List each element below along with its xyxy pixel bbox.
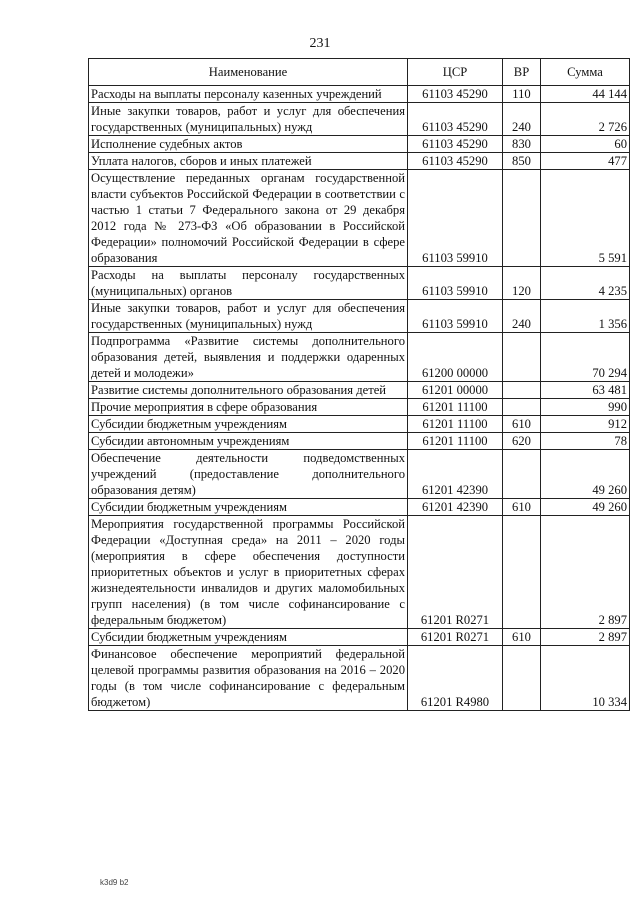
row-vr <box>503 333 541 382</box>
header-name: Наименование <box>89 59 408 86</box>
header-sum: Сумма <box>541 59 630 86</box>
footer-code: k3d9 b2 <box>100 878 129 887</box>
row-csr: 61201 R0271 <box>408 629 503 646</box>
row-name: Финансовое обеспечение мероприятий федеральной целевой программы развития образования на 2016 – 2020 годы (в том числе софинансирование с федеральным бюджетом) <box>89 646 408 711</box>
row-vr: 610 <box>503 629 541 646</box>
row-name: Субсидии бюджетным учреждениям <box>89 416 408 433</box>
row-vr: 120 <box>503 267 541 300</box>
row-vr: 850 <box>503 153 541 170</box>
row-name: Уплата налогов, сборов и иных платежей <box>89 153 408 170</box>
row-name: Субсидии автономным учреждениям <box>89 433 408 450</box>
row-vr: 620 <box>503 433 541 450</box>
row-sum: 70 294 <box>541 333 630 382</box>
row-vr: 240 <box>503 300 541 333</box>
row-name: Субсидии бюджетным учреждениям <box>89 499 408 516</box>
row-sum: 5 591 <box>541 170 630 267</box>
row-name: Субсидии бюджетным учреждениям <box>89 629 408 646</box>
row-vr <box>503 399 541 416</box>
row-name: Осуществление переданных органам государственной власти субъектов Российской Федерации в соответствии с частью 1 статьи 7 Федерального закона от 29 декабря 2012 года № 273-ФЗ «Об образовании в Российской Федерации» полномочий Российской Федерации в сфере образования <box>89 170 408 267</box>
row-sum: 990 <box>541 399 630 416</box>
row-sum: 10 334 <box>541 646 630 711</box>
row-name: Расходы на выплаты персоналу государственных (муниципальных) органов <box>89 267 408 300</box>
table-row <box>89 399 630 416</box>
row-csr: 61201 R0271 <box>408 516 503 629</box>
table-row <box>89 153 630 170</box>
row-csr: 61103 59910 <box>408 170 503 267</box>
table-row <box>89 170 630 267</box>
row-csr: 61201 42390 <box>408 499 503 516</box>
row-csr: 61200 00000 <box>408 333 503 382</box>
table-row <box>89 86 630 103</box>
row-vr <box>503 646 541 711</box>
row-name: Исполнение судебных актов <box>89 136 408 153</box>
row-name: Развитие системы дополнительного образования детей <box>89 382 408 399</box>
table-row <box>89 267 630 300</box>
row-sum: 2 897 <box>541 516 630 629</box>
row-csr: 61103 45290 <box>408 103 503 136</box>
row-csr: 61103 45290 <box>408 86 503 103</box>
row-sum: 49 260 <box>541 499 630 516</box>
row-sum: 4 235 <box>541 267 630 300</box>
row-vr <box>503 450 541 499</box>
row-name: Иные закупки товаров, работ и услуг для обеспечения государственных (муниципальных) нужд <box>89 103 408 136</box>
header-vr: ВР <box>503 59 541 86</box>
row-csr: 61201 R4980 <box>408 646 503 711</box>
row-vr: 610 <box>503 499 541 516</box>
row-sum: 912 <box>541 416 630 433</box>
row-vr <box>503 516 541 629</box>
row-name: Обеспечение деятельности подведомственных учреждений (предоставление дополнительного образования детям) <box>89 450 408 499</box>
table-row <box>89 300 630 333</box>
budget-table <box>88 58 630 711</box>
page-number: 231 <box>309 36 331 51</box>
row-sum: 63 481 <box>541 382 630 399</box>
row-name: Расходы на выплаты персоналу казенных учреждений <box>89 86 408 103</box>
row-csr: 61201 11100 <box>408 433 503 450</box>
row-csr: 61103 45290 <box>408 153 503 170</box>
row-vr: 110 <box>503 86 541 103</box>
row-sum: 49 260 <box>541 450 630 499</box>
table-row <box>89 433 630 450</box>
row-csr: 61201 42390 <box>408 450 503 499</box>
row-vr <box>503 382 541 399</box>
row-sum: 2 726 <box>541 103 630 136</box>
row-csr: 61103 59910 <box>408 267 503 300</box>
table-header-row <box>89 59 630 86</box>
table-row <box>89 416 630 433</box>
table-row <box>89 382 630 399</box>
row-vr: 610 <box>503 416 541 433</box>
table-row <box>89 333 630 382</box>
table-row <box>89 516 630 629</box>
row-sum: 78 <box>541 433 630 450</box>
row-csr: 61201 11100 <box>408 416 503 433</box>
row-sum: 2 897 <box>541 629 630 646</box>
row-vr: 830 <box>503 136 541 153</box>
row-name: Подпрограмма «Развитие системы дополнительного образования детей, выявления и поддержки одаренных детей и молодежи» <box>89 333 408 382</box>
row-csr: 61103 59910 <box>408 300 503 333</box>
row-csr: 61201 11100 <box>408 399 503 416</box>
table-row <box>89 646 630 711</box>
row-name: Иные закупки товаров, работ и услуг для обеспечения государственных (муниципальных) нужд <box>89 300 408 333</box>
row-sum: 1 356 <box>541 300 630 333</box>
row-vr <box>503 170 541 267</box>
table-row <box>89 103 630 136</box>
row-name: Мероприятия государственной программы Российской Федерации «Доступная среда» на 2011 – 2020 годы (мероприятия в сфере обеспечения доступности приоритетных объектов и услуг в приоритетных сферах жизнедеятельности инвалидов и других маломобильных групп населения) (в том числе софинансирование с федеральным бюджетом) <box>89 516 408 629</box>
table-row <box>89 136 630 153</box>
row-sum: 60 <box>541 136 630 153</box>
row-vr: 240 <box>503 103 541 136</box>
row-csr: 61103 45290 <box>408 136 503 153</box>
row-csr: 61201 00000 <box>408 382 503 399</box>
header-csr: ЦСР <box>408 59 503 86</box>
table-row <box>89 450 630 499</box>
row-sum: 477 <box>541 153 630 170</box>
row-sum: 44 144 <box>541 86 630 103</box>
table-row <box>89 499 630 516</box>
table-row <box>89 629 630 646</box>
row-name: Прочие мероприятия в сфере образования <box>89 399 408 416</box>
